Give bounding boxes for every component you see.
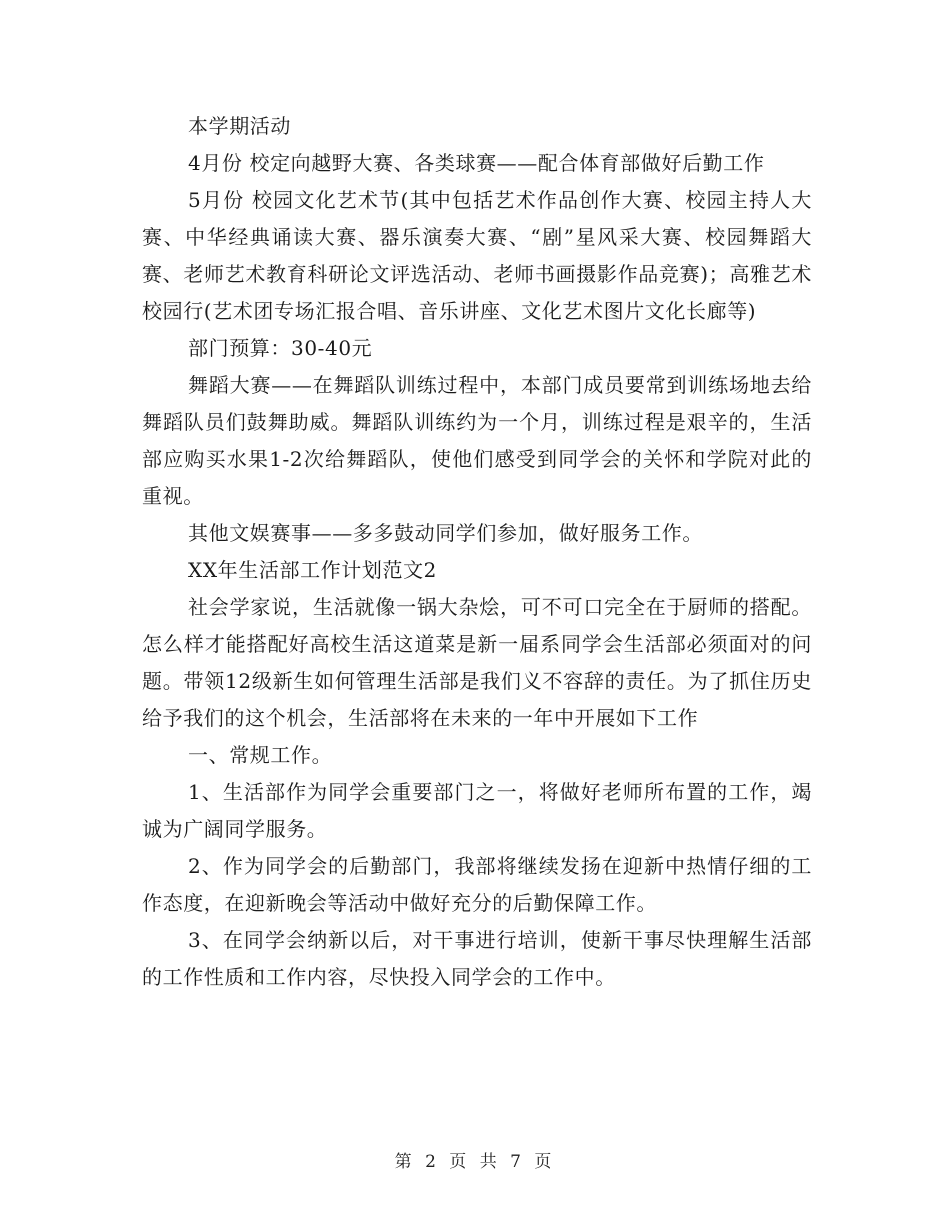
paragraph-other-events: 其他文娱赛事——多多鼓动同学们参加，做好服务工作。	[188, 521, 703, 545]
paragraph-dance-contest: 舞蹈大赛——在舞蹈队训练过程中，本部门成员要常到训练场地去给舞蹈队员们鼓舞助威。舞蹈队训练约为一个月，训练过程是艰辛的，生活部应购买水果1-2次给舞蹈队，使他们感受到同学会的关怀和学院对此的重视。	[142, 373, 812, 508]
paragraph-section-title: XX年生活部工作计划范文2	[188, 558, 438, 582]
paragraph-budget: 部门预算：30-40元	[188, 336, 373, 360]
paragraph-item-3: 3、在同学会纳新以后，对干事进行培训，使新干事尽快理解生活部的工作性质和工作内容，尽快投入同学会的工作中。	[142, 928, 812, 989]
paragraph-item-2: 2、作为同学会的后勤部门，我部将继续发扬在迎新中热情仔细的工作态度，在迎新晚会等活动中做好充分的后勤保障工作。	[142, 854, 812, 915]
paragraph-routine-heading: 一、常规工作。	[188, 743, 333, 767]
document-body	[142, 108, 812, 996]
paragraph-may: 5月份 校园文化艺术节(其中包括艺术作品创作大赛、校园主持人大赛、中华经典诵读大赛、器乐演奏大赛、“剧”星风采大赛、校园舞蹈大赛、老师艺术教育科研论文评选活动、老师书画摄影作品竞赛)；高雅艺术校园行(艺术团专场汇报合唱、音乐讲座、文化艺术图片文化长廊等)	[142, 188, 812, 323]
paragraph-april: 4月份 校定向越野大赛、各类球赛——配合体育部做好后勤工作	[188, 151, 765, 175]
paragraph-item-1: 1、生活部作为同学会重要部门之一，将做好老师所布置的工作，竭诚为广阔同学服务。	[142, 780, 812, 841]
page-number-footer: 第 2 页 共 7 页	[394, 1152, 556, 1172]
paragraph-intro: 社会学家说，生活就像一锅大杂烩，可不可口完全在于厨师的搭配。怎么样才能搭配好高校生活这道菜是新一届系同学会生活部必须面对的问题。带领12级新生如何管理生活部是我们义不容辞的责任。为了抓住历史给予我们的这个机会，生活部将在未来的一年中开展如下工作	[142, 595, 812, 730]
paragraph-heading-activities: 本学期活动	[188, 114, 291, 138]
